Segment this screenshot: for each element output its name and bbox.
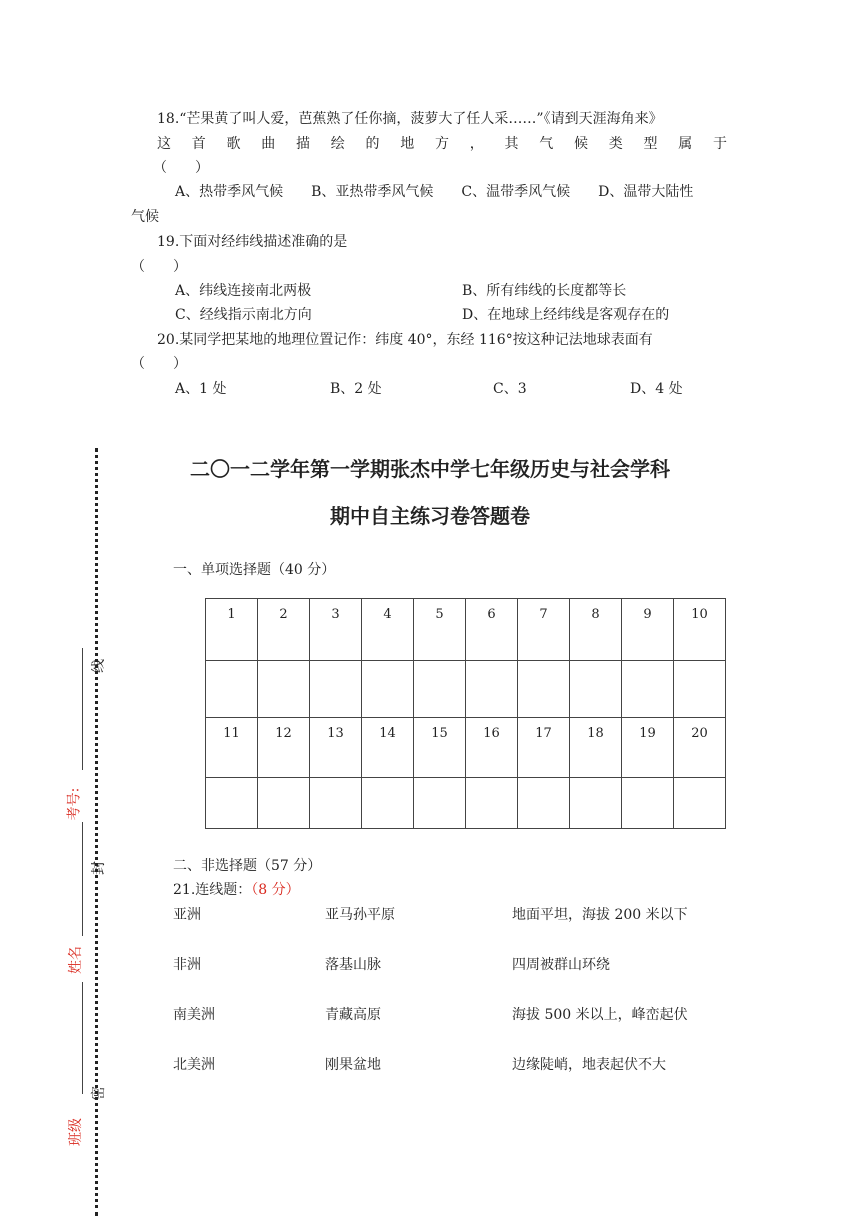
continent: 亚洲 — [173, 907, 201, 923]
answer-cell[interactable] — [570, 661, 622, 718]
answer-number: 12 — [258, 718, 310, 778]
answer-cell[interactable] — [518, 661, 570, 718]
answer-cell[interactable] — [258, 778, 310, 829]
q19-bracket: （ ） — [131, 259, 187, 275]
answer-cell[interactable] — [414, 661, 466, 718]
name-label: 姓名 — [68, 946, 84, 974]
answer-number: 19 — [622, 718, 674, 778]
answer-sheet-subtitle: 期中自主练习卷答题卷 — [330, 504, 530, 528]
answer-cell[interactable] — [466, 778, 518, 829]
answer-number: 15 — [414, 718, 466, 778]
answer-cell[interactable] — [622, 778, 674, 829]
answer-cell[interactable] — [570, 778, 622, 829]
q19-option-c: C、经线指示南北方向 — [175, 307, 312, 323]
name-line — [82, 822, 83, 936]
q21-heading — [173, 880, 300, 900]
q18-options-wrap: 气候 — [131, 209, 159, 225]
answer-cell[interactable] — [674, 778, 726, 829]
answer-number: 7 — [518, 599, 570, 661]
answer-cell[interactable] — [622, 661, 674, 718]
landform-feature: 地面平坦，海拔 200 米以下 — [512, 907, 688, 923]
answer-cell[interactable] — [310, 778, 362, 829]
seal-seal-label: 封 — [91, 861, 107, 875]
seal-line-label: 线 — [91, 659, 107, 673]
q20-option-b: B、2 处 — [330, 381, 382, 397]
answer-number: 6 — [466, 599, 518, 661]
answer-number: 3 — [310, 599, 362, 661]
q18-line1: 18.“芒果黄了叫人爱，芭蕉熟了任你摘，菠萝大了任人采……”《请到天涯海角来》 — [157, 111, 663, 127]
landform: 亚马孙平原 — [325, 907, 395, 923]
q21-label: 21.连线题： — [173, 882, 252, 898]
answer-number: 13 — [310, 718, 362, 778]
exam-no-line — [82, 648, 83, 770]
answer-blank-row — [206, 661, 726, 718]
q21-points: （8 分） — [251, 882, 300, 898]
q18-bracket: （ ） — [153, 160, 209, 176]
continent: 南美洲 — [173, 1007, 215, 1023]
q19-option-d: D、在地球上经纬线是客观存在的 — [462, 307, 670, 323]
answer-number: 4 — [362, 599, 414, 661]
answer-number: 10 — [674, 599, 726, 661]
binding-dotted-line — [95, 448, 98, 1216]
answer-number-row — [206, 718, 726, 778]
landform: 青藏高原 — [325, 1007, 381, 1023]
answer-sheet-title: 二〇一二学年第一学期张杰中学七年级历史与社会学科 — [190, 457, 670, 481]
answer-cell[interactable] — [206, 778, 258, 829]
landform-feature: 四周被群山环绕 — [512, 957, 610, 973]
landform: 落基山脉 — [325, 957, 381, 973]
section2-heading: 二、非选择题（57 分） — [173, 858, 322, 874]
answer-number: 5 — [414, 599, 466, 661]
answer-cell[interactable] — [674, 661, 726, 718]
answer-grid — [205, 598, 726, 829]
answer-cell[interactable] — [310, 661, 362, 718]
landform-feature: 海拔 500 米以上，峰峦起伏 — [512, 1007, 688, 1023]
answer-cell[interactable] — [414, 778, 466, 829]
answer-number: 8 — [570, 599, 622, 661]
q18-line2: 这 首 歌 曲 描 绘 的 地 方 ， 其 气 候 类 型 属 于 — [157, 136, 727, 152]
q20-option-d: D、4 处 — [630, 381, 683, 397]
answer-number-row — [206, 599, 726, 661]
q18-options: A、热带季风气候 B、亚热带季风气候 C、温带季风气候 D、温带大陆性 — [175, 184, 694, 200]
answer-number: 14 — [362, 718, 414, 778]
continent: 非洲 — [173, 957, 201, 973]
answer-cell[interactable] — [466, 661, 518, 718]
answer-number: 1 — [206, 599, 258, 661]
q19-stem: 19.下面对经纬线描述准确的是 — [157, 234, 348, 250]
answer-cell[interactable] — [518, 778, 570, 829]
q20-stem: 20.某同学把某地的地理位置记作：纬度 40°，东经 116°按这种记法地球表面有 — [157, 332, 653, 348]
q20-option-c: C、3 — [493, 381, 527, 397]
class-label: 班级 — [68, 1118, 84, 1146]
answer-blank-row — [206, 778, 726, 829]
answer-cell[interactable] — [362, 661, 414, 718]
q19-option-b: B、所有纬线的长度都等长 — [462, 283, 627, 299]
q19-option-a: A、纬线连接南北两极 — [175, 283, 312, 299]
answer-cell[interactable] — [206, 661, 258, 718]
q20-option-a: A、1 处 — [175, 381, 227, 397]
answer-number: 20 — [674, 718, 726, 778]
landform-feature: 边缘陡峭，地表起伏不大 — [512, 1057, 666, 1073]
exam-no-label: 考号: — [66, 787, 83, 821]
landform: 刚果盆地 — [325, 1057, 381, 1073]
answer-number: 18 — [570, 718, 622, 778]
answer-number: 9 — [622, 599, 674, 661]
answer-number: 11 — [206, 718, 258, 778]
answer-number: 2 — [258, 599, 310, 661]
class-line — [82, 982, 83, 1094]
q20-bracket: （ ） — [131, 356, 187, 372]
answer-number: 16 — [466, 718, 518, 778]
continent: 北美洲 — [173, 1057, 215, 1073]
section1-heading: 一、单项选择题（40 分） — [173, 562, 336, 578]
seal-secret-label: 密 — [91, 1086, 107, 1100]
answer-cell[interactable] — [362, 778, 414, 829]
answer-number: 17 — [518, 718, 570, 778]
answer-cell[interactable] — [258, 661, 310, 718]
